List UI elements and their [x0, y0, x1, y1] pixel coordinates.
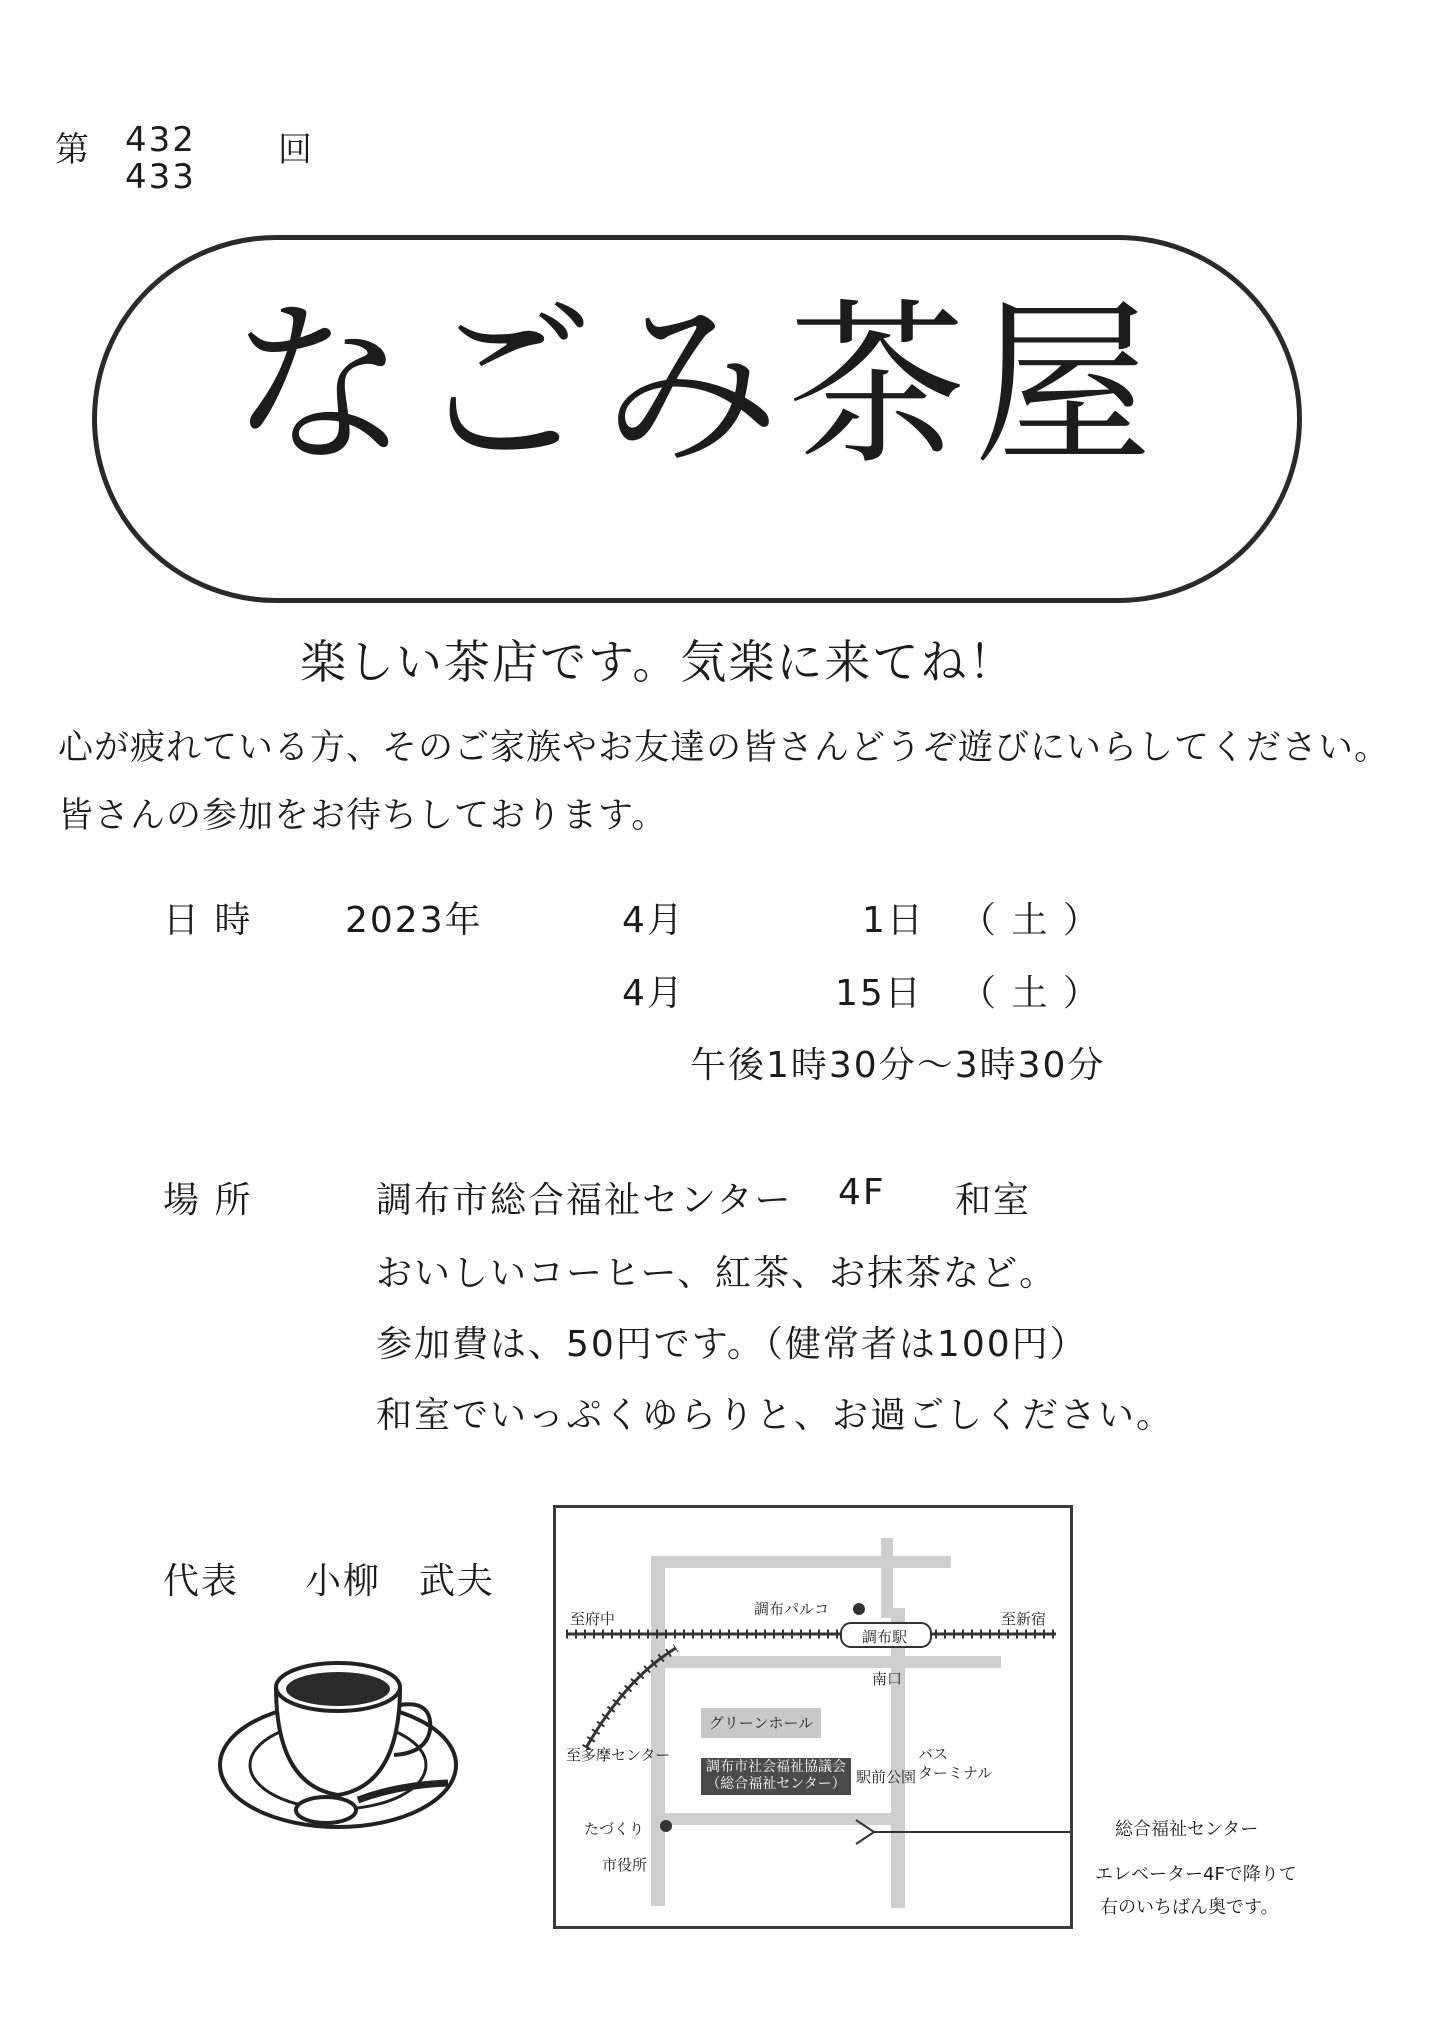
- note-line-2: 右のいちばん奥です。: [1100, 1897, 1279, 1918]
- datetime-year: 2023年: [345, 900, 483, 941]
- note-title: 総合福祉センター: [1115, 1819, 1259, 1840]
- map-station: 調布駅: [862, 1628, 908, 1646]
- note-line-1: エレベーター4Fで降りて: [1095, 1864, 1297, 1885]
- representative-label: 代表: [163, 1561, 240, 1602]
- map-park: 駅前公園: [856, 1768, 917, 1786]
- place-line-3: 和室でいっぷくゆらりと、お過ごしください。: [376, 1395, 1175, 1436]
- place-floor: 4F: [838, 1172, 886, 1213]
- place-room: 和室: [955, 1180, 1032, 1221]
- date-1-day: 1日: [862, 900, 925, 941]
- map-to-shinjuku: 至新宿: [1001, 1610, 1047, 1628]
- date-1-weekday: （ 土 ）: [960, 900, 1101, 941]
- date-2-month: 4月: [622, 973, 685, 1014]
- map-to-tama: 至多摩センター: [566, 1746, 671, 1764]
- page-title: なごみ茶屋: [230, 282, 1160, 489]
- datetime-time: 午後1時30分～3時30分: [690, 1045, 1106, 1086]
- subtitle: 楽しい茶店です。気楽に来てね！: [300, 635, 1017, 689]
- map-welfare-center: [701, 1758, 851, 1795]
- date-2-weekday: （ 土 ）: [960, 973, 1101, 1014]
- intro-line-1: 心が疲れている方、そのご家族やお友達の皆さんどうぞ遊びにいらしてください。: [58, 728, 1391, 768]
- intro-line-2: 皆さんの参加をお待ちしております。: [58, 796, 668, 836]
- representative-name: 小柳 武夫: [305, 1561, 496, 1602]
- map-welfare-line-2: （総合福祉センター）: [706, 1776, 846, 1792]
- date-2-day: 15日: [835, 973, 923, 1014]
- date-1-month: 4月: [622, 900, 685, 941]
- issue-number-1: 432: [125, 120, 196, 160]
- map-bus-2: ターミナル: [918, 1764, 993, 1782]
- place-label: 場 所: [163, 1180, 253, 1221]
- place-name: 調布市総合福祉センター: [376, 1180, 793, 1221]
- datetime-label: 日 時: [163, 900, 253, 941]
- place-line-1: おいしいコーヒー、紅茶、お抹茶など。: [376, 1253, 1058, 1294]
- map-parco: 調布パルコ: [754, 1600, 830, 1618]
- coffee-cup-icon: [218, 1645, 468, 1855]
- map-tazukuri: たづくり: [584, 1820, 645, 1838]
- map-south-exit: 南口: [872, 1670, 903, 1688]
- issue-number-2: 433: [125, 157, 196, 197]
- issue-suffix: 回: [278, 130, 314, 170]
- map-welfare-line-1: 調布市社会福祉協議会: [706, 1759, 846, 1775]
- place-line-2: 参加費は、50円です。（健常者は100円）: [376, 1324, 1088, 1365]
- map-to-fuchu: 至府中: [570, 1610, 616, 1628]
- map-bus-1: バス: [918, 1745, 949, 1763]
- map-green-hall: グリーンホール: [701, 1708, 821, 1738]
- access-map: [553, 1505, 1073, 1929]
- issue-prefix: 第: [55, 130, 91, 170]
- map-city-hall: 市役所: [602, 1856, 648, 1874]
